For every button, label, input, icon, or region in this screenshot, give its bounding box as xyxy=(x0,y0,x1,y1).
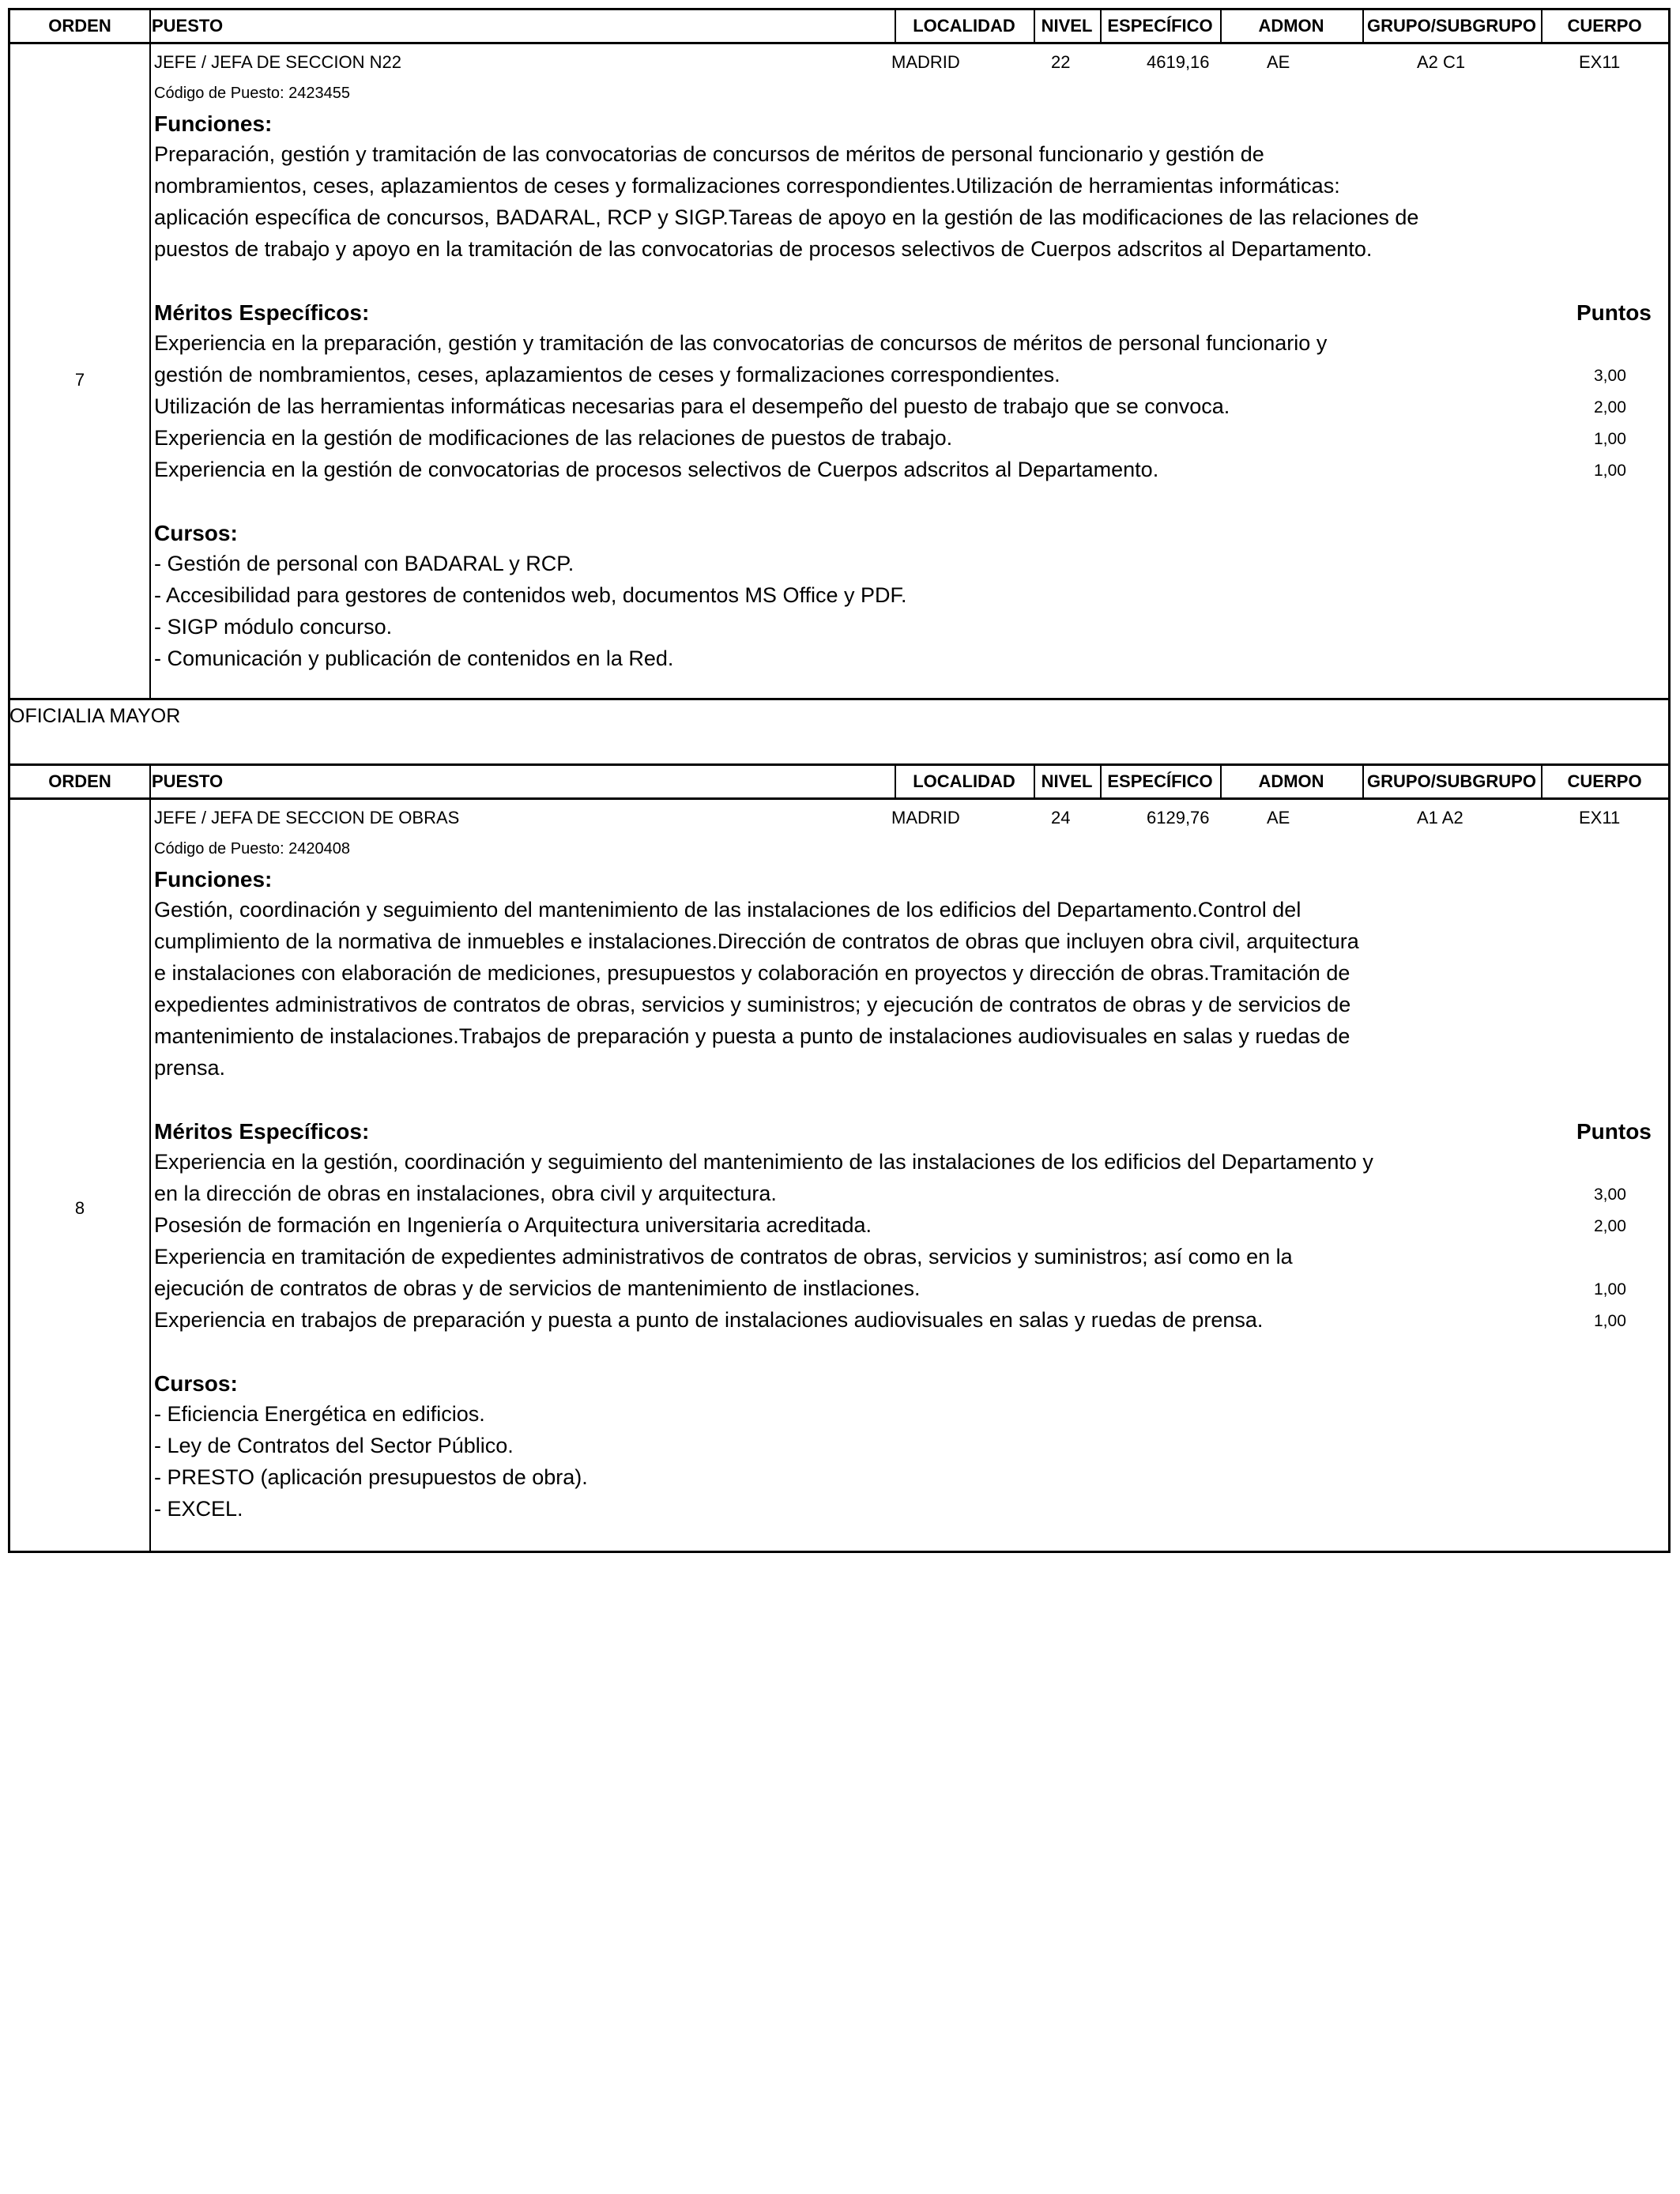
codigo-puesto: Código de Puesto: 2420408 xyxy=(154,840,350,858)
table-header xyxy=(10,766,1668,800)
puntos-value: 2,00 xyxy=(1594,1217,1626,1235)
funciones-line: prensa. xyxy=(154,1056,226,1080)
position-table-8 xyxy=(8,763,1671,1553)
col-puesto: PUESTO xyxy=(152,16,224,36)
puesto-value: JEFE / JEFA DE SECCION DE OBRAS xyxy=(154,808,460,827)
col-cuerpo: CUERPO xyxy=(1567,16,1642,36)
curso-line: - EXCEL. xyxy=(154,1497,243,1521)
localidad-value: MADRID xyxy=(891,808,960,827)
puntos-title: Puntos xyxy=(1576,300,1652,325)
col-especifico: ESPECÍFICO xyxy=(1107,16,1213,36)
merito-line: Experiencia en la gestión, coordinación y seguimiento del mantenimiento de las instalaciones de los edificios del Departamento y xyxy=(154,1150,1373,1174)
merito-line: Experiencia en trabajos de preparación y puesta a punto de instalaciones audiovisuales en salas y ruedas de prensa. xyxy=(154,1308,1264,1332)
puntos-value: 1,00 xyxy=(1594,1312,1626,1330)
funciones-line: expedientes administrativos de contratos de obras, servicios y suministros; y ejecución de contratos de obras y de servicios de xyxy=(154,993,1351,1016)
meritos-title: Méritos Específicos: xyxy=(154,1119,370,1144)
funciones-line: aplicación específica de concursos, BADARAL, RCP y SIGP.Tareas de apoyo en la gestión de las modificaciones de las relaciones de xyxy=(154,205,1419,229)
section-label: OFICIALIA MAYOR xyxy=(9,705,181,727)
funciones-line: puestos de trabajo y apoyo en la tramitación de las convocatorias de procesos selectivos de Cuerpos adscritos al Departamento. xyxy=(154,237,1373,261)
nivel-value: 22 xyxy=(1051,52,1071,72)
curso-line: - SIGP módulo concurso. xyxy=(154,615,393,639)
merito-line: Experiencia en tramitación de expedientes administrativos de contratos de obras, servicios y suministros; así como en la xyxy=(154,1245,1293,1269)
funciones-line: nombramientos, ceses, aplazamientos de ceses y formalizaciones correspondientes.Utilización de herramientas informáticas: xyxy=(154,174,1340,198)
funciones-line: mantenimiento de instalaciones.Trabajos de preparación y puesta a punto de instalaciones audiovisuales en salas y ruedas de xyxy=(154,1024,1350,1048)
nivel-value: 24 xyxy=(1051,808,1071,827)
merito-line: ejecución de contratos de obras y de servicios de mantenimiento de instlaciones. xyxy=(154,1276,921,1300)
puntos-title: Puntos xyxy=(1576,1119,1652,1144)
merito-line: Posesión de formación en Ingeniería o Arquitectura universitaria acreditada. xyxy=(154,1213,872,1237)
funciones-line: Gestión, coordinación y seguimiento del mantenimiento de las instalaciones de los edificios del Departamento.Control del xyxy=(154,898,1301,922)
puntos-value: 3,00 xyxy=(1594,367,1626,385)
curso-line: - Gestión de personal con BADARAL y RCP. xyxy=(154,552,574,575)
col-grupo: GRUPO/SUBGRUPO xyxy=(1367,16,1536,36)
grupo-value: A2 C1 xyxy=(1417,52,1466,72)
col-nivel: NIVEL xyxy=(1041,16,1093,36)
cursos-title: Cursos: xyxy=(154,521,238,545)
funciones-line: Preparación, gestión y tramitación de las convocatorias de concursos de méritos de personal funcionario y gestión de xyxy=(154,142,1264,166)
table-body xyxy=(10,44,1668,700)
meritos-title: Méritos Específicos: xyxy=(154,300,370,325)
col-especifico: ESPECÍFICO xyxy=(1107,771,1213,791)
col-orden: ORDEN xyxy=(48,16,111,36)
cuerpo-value: EX11 xyxy=(1579,808,1621,827)
cuerpo-value: EX11 xyxy=(1579,52,1621,72)
funciones-line: cumplimiento de la normativa de inmuebles e instalaciones.Dirección de contratos de obras que incluyen obra civil, arquitectura xyxy=(154,929,1359,953)
puntos-value: 1,00 xyxy=(1594,430,1626,448)
especifico-value: 6129,76 xyxy=(1147,808,1210,827)
curso-line: - Ley de Contratos del Sector Público. xyxy=(154,1434,514,1457)
curso-line: - PRESTO (aplicación presupuestos de obra). xyxy=(154,1465,588,1489)
merito-line: Utilización de las herramientas informáticas necesarias para el desempeño del puesto de trabajo que se convoca. xyxy=(154,394,1230,418)
table-header xyxy=(10,10,1668,44)
puesto-value: JEFE / JEFA DE SECCION N22 xyxy=(154,52,401,72)
curso-line: - Eficiencia Energética en edificios. xyxy=(154,1402,485,1426)
col-nivel: NIVEL xyxy=(1041,771,1093,791)
col-localidad: LOCALIDAD xyxy=(913,16,1015,36)
merito-line: Experiencia en la gestión de modificaciones de las relaciones de puestos de trabajo. xyxy=(154,426,953,450)
puntos-value: 3,00 xyxy=(1594,1186,1626,1204)
merito-line: gestión de nombramientos, ceses, aplazamientos de ceses y formalizaciones correspondientes. xyxy=(154,363,1060,386)
funciones-title: Funciones: xyxy=(154,111,273,136)
especifico-value: 4619,16 xyxy=(1147,52,1210,72)
position-table-7 xyxy=(8,8,1671,700)
col-puesto: PUESTO xyxy=(152,771,224,791)
grupo-value: A1 A2 xyxy=(1417,808,1463,827)
curso-line: - Comunicación y publicación de contenidos en la Red. xyxy=(154,647,674,670)
merito-line: en la dirección de obras en instalaciones, obra civil y arquitectura. xyxy=(154,1182,777,1205)
merito-line: Experiencia en la gestión de convocatorias de procesos selectivos de Cuerpos adscritos al Departamento. xyxy=(154,458,1159,481)
table-body xyxy=(10,800,1668,1553)
col-orden: ORDEN xyxy=(48,771,111,791)
localidad-value: MADRID xyxy=(891,52,960,72)
col-grupo: GRUPO/SUBGRUPO xyxy=(1367,771,1536,791)
codigo-puesto: Código de Puesto: 2423455 xyxy=(154,85,350,102)
col-admon: ADMON xyxy=(1258,16,1324,36)
funciones-line: e instalaciones con elaboración de mediciones, presupuestos y colaboración en proyectos y dirección de obras.Tramitación de xyxy=(154,961,1350,985)
col-admon: ADMON xyxy=(1258,771,1324,791)
orden-value: 7 xyxy=(74,370,85,390)
cursos-title: Cursos: xyxy=(154,1371,238,1396)
section-band-right xyxy=(1668,700,1671,763)
puntos-value: 2,00 xyxy=(1594,398,1626,417)
curso-line: - Accesibilidad para gestores de contenidos web, documentos MS Office y PDF. xyxy=(154,583,907,607)
merito-line: Experiencia en la preparación, gestión y tramitación de las convocatorias de concursos de méritos de personal funcionario y xyxy=(154,331,1328,355)
admon-value: AE xyxy=(1267,808,1290,827)
puntos-value: 1,00 xyxy=(1594,1280,1626,1299)
funciones-title: Funciones: xyxy=(154,867,273,892)
col-localidad: LOCALIDAD xyxy=(913,771,1015,791)
admon-value: AE xyxy=(1267,52,1290,72)
col-cuerpo: CUERPO xyxy=(1567,771,1642,791)
puntos-value: 1,00 xyxy=(1594,462,1626,480)
orden-value: 8 xyxy=(74,1198,85,1218)
